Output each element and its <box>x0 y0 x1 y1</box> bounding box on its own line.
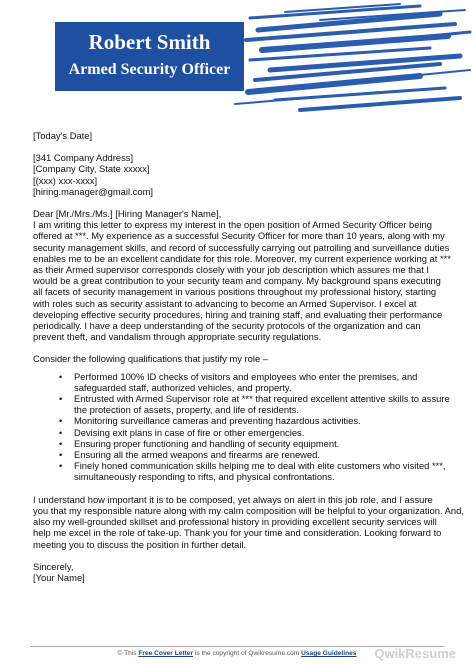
closing: Sincerely, <box>33 560 74 572</box>
address-line: [(xxx) xxx-xxxx] <box>33 174 98 186</box>
list-item-line: • Ensuring all the armed weapons and firearms are renewed. <box>74 449 320 461</box>
list-item <box>59 415 453 426</box>
list-item <box>59 438 453 449</box>
paragraph-line: developing effective security procedures, hiring and training staff, and evaluating their performance <box>33 308 443 320</box>
paragraph-line: with roles such as security assistant to advancing to become an Armed Supervisor. I excel at <box>33 297 417 309</box>
applicant-name: Robert Smith <box>88 30 211 54</box>
paragraph-line: enables me to be an excellent candidate for this role. Moreover, my current experience working at *** <box>33 252 451 264</box>
list-item-line: the protection of assets, property, and life of residents. <box>74 404 299 416</box>
list-item <box>59 460 453 482</box>
qualifications-intro: Consider the following qualifications that justify my role – <box>33 353 269 365</box>
paragraph-line: prevent theft, and vandalism through appropriate security regulations. <box>33 331 322 343</box>
free-cover-letter-link[interactable]: Free Cover Letter <box>138 650 194 657</box>
paragraph-line: help me excel in the role of take-up. Thank you for your time and consideration. Looking forward to <box>33 527 442 539</box>
name-box <box>55 22 244 91</box>
list-item <box>59 393 453 415</box>
applicant-role: Armed Security Officer <box>68 61 231 78</box>
paragraph-line: security management skills, and record of successfully carrying out patrolling and surveillance duties <box>33 241 450 253</box>
qwikresume-logo: QwikResume <box>374 646 456 661</box>
footer-prefix: © This <box>117 650 139 657</box>
paragraph-line: as their Armed supervisor corresponds closely with your job description which assures me that I <box>33 264 430 276</box>
list-item-line: • Ensuring proper functioning and handling of security equipment. <box>74 437 340 449</box>
recipient-address <box>33 152 453 197</box>
list-item-line: • Finely honed communication skills helping me to deal with elite customers who visited ***, <box>74 460 446 472</box>
paragraph-line: all facets of security management in various positions throughout my professional history, starting <box>33 286 437 298</box>
paragraph-line: also my well-grounded skillset and professional history in providing excellent security services will <box>33 516 437 528</box>
list-item <box>59 449 453 460</box>
address-line: [Company City, State xxxxx] <box>33 163 150 175</box>
list-item <box>59 427 453 438</box>
list-item-line: • Entrusted with Armed Supervisor role at *** that required excellent attentive skills to assure <box>74 393 450 405</box>
stripe <box>350 32 470 44</box>
list-item-line: • Performed 100% ID checks of visitors and employees who enter the premises, and <box>74 370 418 382</box>
address-line: [341 Company Address] <box>33 152 134 164</box>
letter-header <box>0 0 474 118</box>
signature: [Your Name] <box>33 571 85 583</box>
list-item-line: simultaneously responding to rifts, and physical confrontations. <box>74 471 335 483</box>
list-item <box>59 371 453 393</box>
list-item-line: safeguarded staff, authorized vehicles, and property. <box>74 381 292 393</box>
paragraph-line: meeting you to discuss the position in further detail. <box>33 538 247 550</box>
list-item-line: • Devising exit plans in case of fire or other emergencies. <box>74 426 305 438</box>
paragraph-line: I understand how important it is to be composed, yet always on alert in this job role, and I assure <box>33 493 433 505</box>
usage-guidelines-link[interactable]: Usage Guidelines <box>301 650 357 657</box>
paragraph-closing <box>33 493 464 550</box>
list-item-line: • Monitoring surveillance cameras and preventing hazardous activities. <box>74 415 361 427</box>
paragraph-line: offered at ***. My experience as a successful Security Officer for more than 10 years, along with my <box>33 230 445 242</box>
letter-date: [Today's Date] <box>33 130 93 141</box>
paragraph-intro <box>33 219 453 342</box>
salutation: Dear [Mr./Mrs./Ms.] [Hiring Manager's Name], <box>33 208 222 220</box>
address-line: [hiring.manager@gmail.com] <box>33 185 153 197</box>
paragraph-line: periodically. I have a deep understanding of the security protocols of the organization and can <box>33 320 421 332</box>
letter-body <box>33 130 464 583</box>
paragraph-line: you that my responsible nature along with my calm composition will be helpful to your organization. And, <box>33 504 464 516</box>
footer-middle: is the copyright of Qwikresume.com <box>193 650 302 657</box>
paragraph-line: I am writing this letter to express my interest in the open position of Armed Security Officer being <box>33 219 432 231</box>
stripe <box>300 98 460 110</box>
qualifications-list <box>33 371 453 483</box>
paragraph-line: would be a great contribution to your security team and company. My background spans executing <box>33 275 441 287</box>
